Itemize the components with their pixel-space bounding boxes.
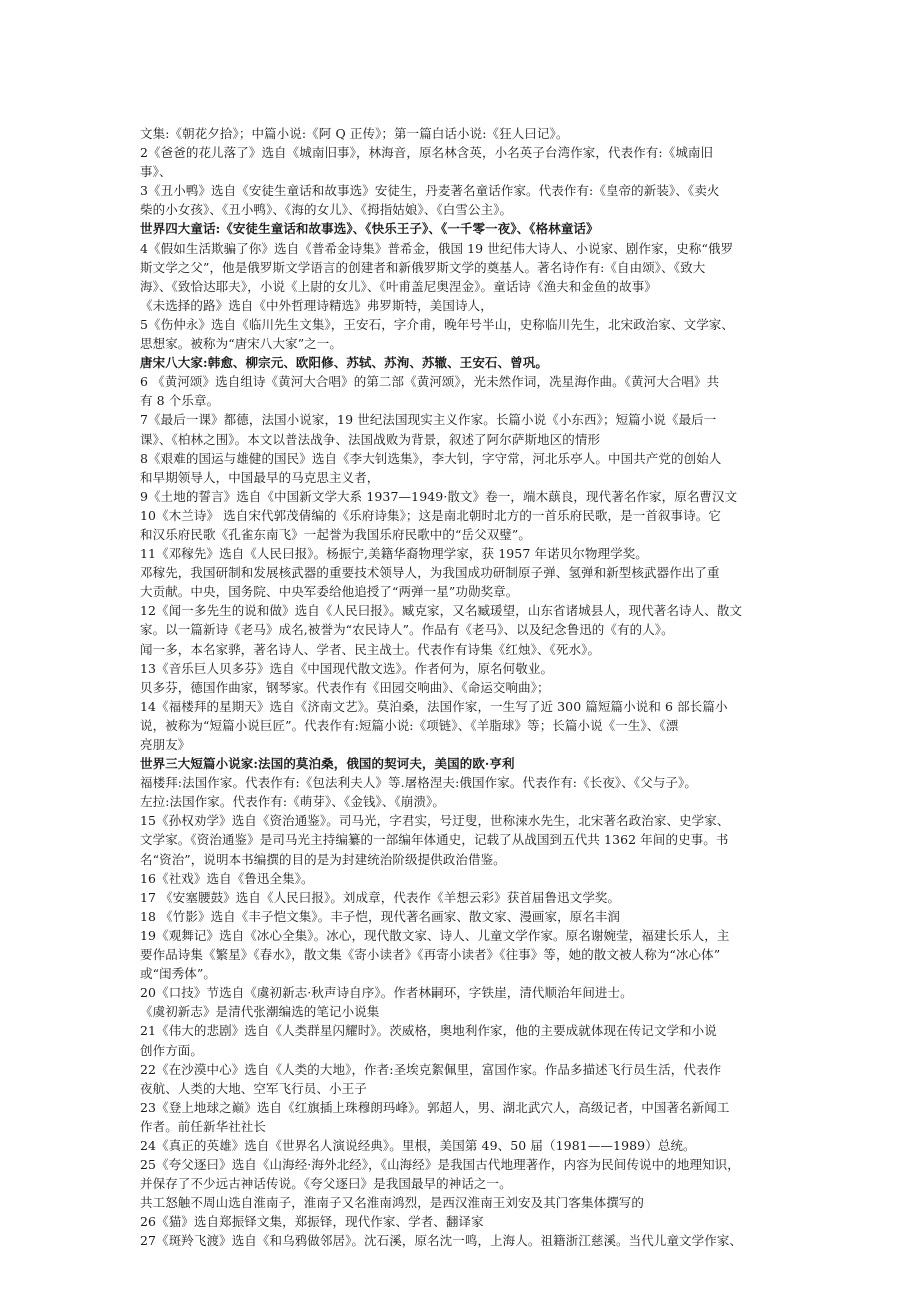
text-line: 14《福楼拜的星期天》选自《济南文艺》。莫泊桑，法国作家，一生写了近 300 篇短篇小说和 6 部长篇小 (140, 698, 728, 714)
text-line: 和汉乐府民歌《孔雀东南飞》一起誉为我国乐府民歌中的“岳父双璧”。 (140, 526, 531, 542)
text-line: 柴的小女孩》、《丑小鸭》、《海的女儿》、《拇指姑娘》、《白雪公主》。 (140, 202, 513, 218)
text-line: 17 《安塞腰鼓》选自《人民曰报》。刘成章，代表作《羊想云彩》获首届鲁迅文学奖。 (140, 889, 621, 905)
text-line: 9《土地的誓言》选自《中国新文学大系 1937—1949·散文》卷一，端木蕻良，现代著名作家，原名曹汉文 (140, 488, 738, 504)
text-line: 思想家。被称为“唐宋八大家”之一。 (140, 336, 342, 352)
text-line: 《未选择的路》选自《中外哲理诗精选》弗罗斯特，美国诗人， (140, 297, 493, 313)
text-line: 23《登上地球之巅》选自《红旗插上珠穆朗玛峰》。郭超人，男、湖北武穴人，高级记者，中国著名新闻工 (140, 1099, 730, 1115)
text-line: 13《音乐巨人贝多芬》选自《中国现代散文选》。作者何为，原名何敬业。 (140, 660, 554, 676)
text-line: 并保存了不少远古神话传说。《夸父逐曰》是我国最早的神话之一。 (140, 1176, 512, 1192)
text-line: 或“闺秀体”。 (140, 966, 216, 982)
text-line: 12《闻一多先生的说和做》选自《人民曰报》。臧克家，又名臧瑗望，山东省诸城县人，现代著名诗人、散文 (140, 603, 743, 619)
text-line: 大贡献。中央，国务院、中央军委给他追授了“两弹一星”功勋奖章。 (140, 584, 519, 600)
text-line: 15《孙权劝学》选自《资治通鉴》。司马光，字君实，号迂叟，世称涑水先生，北宋著名政治家、史学家、 (140, 813, 730, 829)
text-line: 作者。前任新华社社长 (140, 1118, 267, 1134)
text-line: 16《社戏》选自《鲁迅全集》。 (140, 870, 314, 886)
text-line: 5《伤仲永》选自《临川先生文集》，王安石，字介甫，晚年号半山，史称临川先生，北宋政治家、文学家、 (140, 316, 735, 332)
text-line: 有 8 个乐章。 (140, 393, 220, 409)
text-line: 邓稼先，我国研制和发展核武器的重要技术领导人，为我国成功研制原子弹、氢弹和新型核武器作出了重 (140, 565, 720, 581)
bold-heading-line: 唐宋八大家:韩愈、柳宗元、欧阳修、苏轼、苏洵、苏辙、王安石、曾巩。 (140, 355, 548, 371)
text-line: 斯文学之父”，他是俄罗斯文学语言的创建者和新俄罗斯文学的奠基人。著名诗作有:《自由颂》、《致大 (140, 259, 706, 275)
text-line: 亮朋友》 (140, 737, 191, 752)
text-line: 要作品诗集《繁星》《春水》，散文集《寄小读者》《再寄小读者》《往事》等，她的散文被人称为“冰心体” (140, 947, 721, 963)
text-line: 创作方面。 (140, 1042, 204, 1058)
text-line: 24《真正的英雄》选自《世界名人演说经典》。里根，美国第 49、50 届（1981——1989）总统。 (140, 1137, 696, 1153)
text-line: 家。以一篇新诗《老马》成名,被誉为“农民诗人”。作品有《老马》、以及纪念鲁迅的《有的人》。 (140, 622, 674, 638)
text-line: 左拉:法国作家。代表作有:《萌芽》、《金钱》、《崩溃》。 (140, 794, 445, 810)
text-line: 22《在沙漠中心》选自《人类的大地》，作者:圣埃克絮佩里，富国作家。作品多描述飞行员生活，代表作 (140, 1061, 722, 1077)
text-line: 8《艰难的国运与雄健的国民》选自《李大钊选集》，李大钊，字守常，河北乐亭人。中国共产党的创始人 (140, 450, 722, 466)
text-line: 闻一多，本名家骅，著名诗人、学者、民主战士。代表作有诗集《红烛》、《死水》。 (140, 641, 601, 657)
text-line: 19《观舞记》选自《冰心全集》。冰心，现代散文家、诗人、儿童文学作家。原名谢婉莹，福建长乐人，主 (140, 927, 730, 943)
text-line: 课》、《柏林之围》。本文以普法战争、法国战败为背景，叙述了阿尔萨斯地区的情形 (140, 431, 601, 447)
text-line: 海》、《致恰达耶夫》，小说《上尉的女儿》、《叶甫盖尼奥涅金》。童话诗《渔夫和金鱼的故事》 (140, 278, 657, 294)
text-line: 20《口技》节选自《虞初新志·秋声诗自序》。作者林嗣环，字铁崖，清代顺治年间进士。 (140, 985, 633, 1001)
text-line: 福楼拜:法国作家。代表作有:《包法利夫人》等.屠格涅夫:俄国作家。代表作有:《长夜》、《父与子》。 (140, 775, 697, 791)
bold-heading-line: 世界三大短篇小说家:法国的莫泊桑，俄国的契诃夫，美国的欧·亨利 (140, 756, 515, 772)
text-line: 文集:《朝花夕拾》；中篇小说:《阿 Q 正传》；第一篇白话小说:《狂人曰记》。 (140, 126, 569, 141)
text-line: 文学家。《资治通鉴》是司马光主持编纂的一部编年体通史，记载了从战国到五代共 1362 年间的史事。书 (140, 832, 729, 848)
text-line: 《虞初新志》是清代张潮编选的笔记小说集 (140, 1004, 380, 1020)
text-line: 26《猫》选自郑振铎文集，郑振铎，现代作家、学者、翻译家 (140, 1214, 484, 1230)
text-line: 夜航、人类的大地、空军飞行员、小王子 (140, 1080, 367, 1096)
text-line: 6 《黄河颂》选自组诗《黄河大合唱》的第二部《黄河颂》，光未然作词，冼星海作曲。《黄河大合唱》共 (140, 374, 720, 390)
text-line: 10《木兰诗》 选自宋代郭茂倩编的《乐府诗集》；这是南北朝时北方的一首乐府民歌，是一首叙事诗。它 (140, 507, 721, 523)
text-line: 27《斑羚飞渡》选自《和乌鸦做邻居》。沈石溪，原名沈一鸣，上海人。祖籍浙江慈溪。当代儿童文学作家、 (140, 1233, 743, 1249)
text-line: 名“资治”，说明本书编撰的目的是为封建统治阶级提供政治借鉴。 (140, 851, 506, 867)
document-body (140, 124, 790, 1251)
text-line: 3《丑小鸭》选自《安徒生童话和故事选》安徒生，丹麦著名童话作家。代表作有:《皇帝的新装》、《卖火 (140, 183, 720, 199)
text-line: 事》、 (140, 164, 172, 180)
text-line: 说，被称为“短篇小说巨匠”。代表作有:短篇小说:《项链》、《羊脂球》等；长篇小说《一生》、《漂 (140, 717, 679, 733)
text-line: 21《伟大的悲剧》选自《人类群星闪耀时》。茨威格，奥地利作家，他的主要成就体现在传记文学和小说 (140, 1023, 717, 1039)
text-line: 2《爸爸的花儿落了》选自《城南旧事》，林海音，原名林含英，小名英子台湾作家，代表作有:《城南旧 (140, 145, 714, 161)
text-line: 4《假如生活欺骗了你》选自《普希金诗集》普希金，俄国 19 世纪伟大诗人、小说家、剧作家，史称“俄罗 (140, 240, 734, 256)
text-line: 25《夸父逐曰》选自《山海经·海外北经》，《山海经》是我国古代地理著作，内容为民间传说中的地理知识， (140, 1157, 740, 1173)
text-line: 7《最后一课》都德，法国小说家，19 世纪法国现实主义作家。长篇小说《小东西》；短篇小说《最后一 (140, 412, 717, 428)
text-line: 11《邓稼先》选自《人民曰报》。杨振宁,美籍华裔物理学家，获 1957 年诺贝尔物理学奖。 (140, 546, 648, 562)
text-line: 贝多芬，德国作曲家，钢琴家。代表作有《田园交响曲》、《命运交响曲》； (140, 679, 550, 695)
text-line: 18 《竹影》选自《丰子恺文集》。丰子恺，现代著名画家、散文家、漫画家，原名丰润 (140, 908, 621, 924)
text-line: 共工怒触不周山选自淮南子，淮南子又名淮南鸿烈，是西汉淮南王刘安及其门客集体撰写的 (140, 1195, 645, 1211)
bold-heading-line: 世界四大童话:《安徒生童话和故事选》、《快乐王子》、《一千零一夜》、《格林童话》 (140, 221, 599, 237)
text-line: 和早期领导人，中国最早的马克思主义者， (140, 469, 380, 485)
